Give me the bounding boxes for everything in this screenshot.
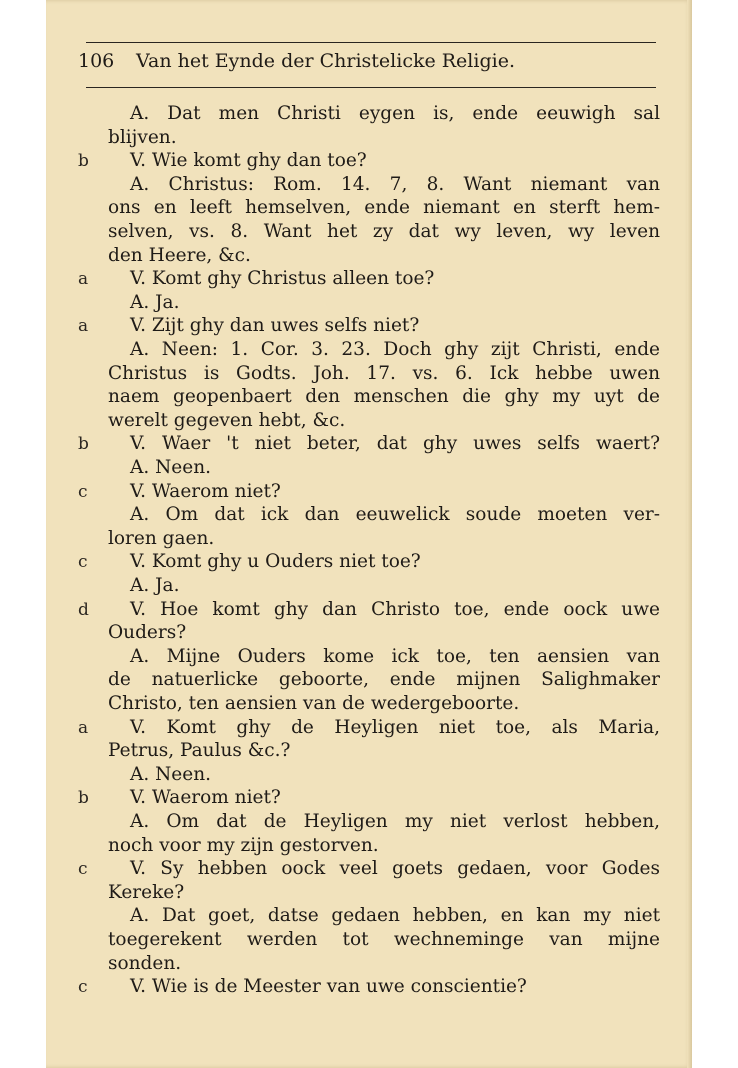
running-title: Van het Eynde der Christelicke Religie. [136,50,515,72]
continuation-line: loren gaen. [108,527,215,549]
question-line: V. Waer 't niet beter, dat ghy uwes selfs waert? [130,433,660,455]
margin-marker: c [78,552,88,573]
margin-marker: d [78,599,89,620]
text-line [46,952,692,976]
text-line [46,598,692,622]
margin-marker: b [78,788,89,809]
answer-line: A. Dat goet, datse gedaen hebben, en kan my niet [130,905,660,927]
text-line [46,244,692,268]
question-line: V. Wie komt ghy dan toe? [130,150,367,172]
text-line [46,834,692,858]
text-line [46,739,692,763]
margin-marker: a [78,316,89,337]
answer-line: A. Neen. [130,763,212,785]
text-line [46,432,692,456]
text-line [46,196,692,220]
text-line [46,975,692,999]
text-line [46,503,692,527]
answer-line: A. Om dat de Heyligen my niet verlost hebben, [130,811,660,832]
text-line [46,692,692,716]
text-line [46,928,692,952]
margin-marker: c [78,481,88,502]
continuation-line: den Heere, &c. [108,244,251,266]
answer-line: A. Mijne Ouders kome ick toe, ten aensien van [130,645,660,667]
answer-line: A. Ja. [130,291,180,313]
text-line [46,527,692,551]
continuation-line: Kereke? [108,881,185,903]
answer-line: A. Christus: Rom. 14. 7, 8. Want niemant van [130,173,660,195]
text-line [46,480,692,504]
question-line: V. Wie is de Meester van uwe conscientie? [130,976,527,998]
margin-marker: c [78,977,88,998]
answer-line: A. Ja. [130,575,180,596]
text-line [46,763,692,787]
question-line: V. Sy hebben oock veel goets gedaen, voor Godes [130,858,660,880]
text-line [46,102,692,126]
question-line: V. Waerom niet? [130,787,281,809]
question-line: V. Komt ghy de Heyligen niet toe, als Maria, [130,716,660,738]
text-line [46,645,692,669]
text-line [46,786,692,810]
text-line [46,220,692,244]
text-line [46,173,692,197]
text-line [46,338,692,362]
text-line [46,550,692,574]
text-line [46,881,692,905]
margin-marker: c [78,859,88,880]
margin-marker: b [78,151,89,172]
text-line [46,362,692,386]
answer-line: A. Dat men Christi eygen is, ende eeuwigh sal [130,103,660,124]
continuation-line: noch voor my zijn gestorven. [108,834,379,856]
continuation-line: blijven. [108,126,177,148]
continuation-line: ons en leeft hemselven, ende niemant en sterft hem- [108,197,660,219]
question-line: V. Waerom niet? [130,480,281,502]
text-line [46,126,692,150]
text-line [46,904,692,928]
continuation-line: toegerekent werden tot wechneminge van mijne [108,929,660,950]
text-line [46,574,692,598]
text-line [46,385,692,409]
margin-marker: a [78,717,89,738]
continuation-line: selven, vs. 8. Want het zy dat wy leven, wy leven [108,221,660,242]
header-bottom-rule [86,87,656,88]
answer-line: A. Neen. [130,457,212,478]
continuation-line: Ouders? [108,622,187,644]
text-line [46,621,692,645]
text-line [46,291,692,315]
question-line: V. Zijt ghy dan uwes selfs niet? [130,315,420,337]
margin-marker: b [78,434,89,455]
continuation-line: Christus is Godts. Joh. 17. vs. 6. Ick hebbe uwen [108,362,660,384]
book-page [46,0,692,1068]
continuation-line: naem geopenbaert den menschen die ghy my uyt de [108,386,660,408]
question-line: V. Komt ghy Christus alleen toe? [130,268,435,290]
continuation-line: Petrus, Paulus &c.? [108,740,291,762]
continuation-line: werelt gegeven hebt, &c. [108,409,346,431]
text-line [46,267,692,291]
text-line [46,810,692,834]
text-line [46,668,692,692]
text-line [46,456,692,480]
question-line: V. Hoe komt ghy dan Christo toe, ende oock uwe [130,598,660,620]
answer-line: A. Om dat ick dan eeuwelick soude moeten ver- [130,504,660,526]
text-line [46,716,692,740]
continuation-line: sonden. [108,952,182,974]
running-header [78,50,638,72]
margin-marker: a [78,269,89,290]
text-line [46,409,692,433]
page-number: 106 [78,50,115,72]
text-line [46,149,692,173]
continuation-line: de natuerlicke geboorte, ende mijnen Salighmaker [108,669,660,691]
continuation-line: Christo, ten aensien van de wedergeboorte. [108,693,520,714]
answer-line: A. Neen: 1. Cor. 3. 23. Doch ghy zijt Christi, ende [130,339,660,360]
text-line [46,857,692,881]
question-line: V. Komt ghy u Ouders niet toe? [130,551,421,573]
header-top-rule [86,42,656,43]
text-line [46,314,692,338]
